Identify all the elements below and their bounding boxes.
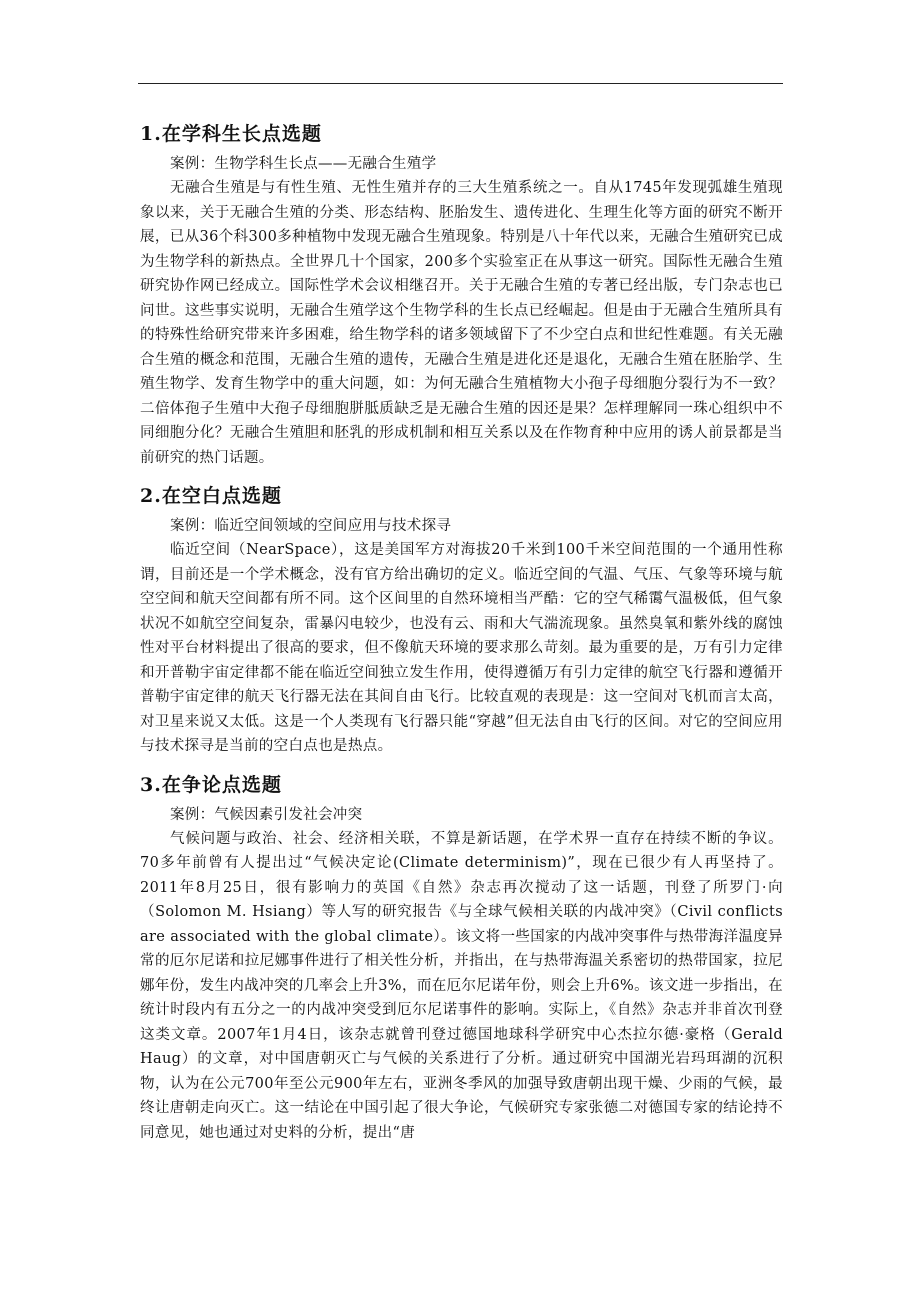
case-title: 案例：临近空间领域的空间应用与技术探寻 (170, 518, 452, 534)
section-paragraph: 临近空间（NearSpace），这是美国军方对海拔20千米到100千米空间范围的一个通用性称谓，目前还是一个学术概念，没有官方给出确切的定义。临近空间的气温、气压、气象等环境与航空空间和航天空间都有所不同。这个区间里的自然环境相当严酷：它的空气稀霭气温极低，但气象状况不如航空空间复杂，雷暴闪电较少，也没有云、雨和大气湍流现象。虽然臭氧和紫外线的腐蚀性对平台材料提出了很高的要求，但不像航天环境的要求那么苛刻。最为重要的是，万有引力定律和开普勒宇宙定律都不能在临近空间独立发生作用，使得遵循万有引力定律的航空飞行器和遵循开普勒宇宙定律的航天飞行器无法在其间自由飞行。比较直观的表现是：这一空间对飞机而言太高，对卫星来说又太低。这是一个人类现有飞行器只能“穿越”但无法自由飞行的区间。对它的空间应用与技术探寻是当前的空白点也是热点。 (140, 542, 783, 754)
case-title: 案例：生物学科生长点——无融合生殖学 (170, 156, 437, 172)
header-rule (138, 83, 783, 84)
section-heading: 3.在争论点选题 (140, 773, 282, 796)
section-paragraph: 气候问题与政治、社会、经济相关联，不算是新话题，在学术界一直存在持续不断的争议。70多年前曾有人提出过“气候决定论(Climate determinism)”，现在已很少有人再坚持了。2011年8月25日，很有影响力的英国《自然》杂志再次搅动了这一话题，刊登了所罗门·向（Solomon M. Hsiang）等人写的研究报告《与全球气候相关联的内战冲突》（Civil conflicts are associated with the global climate）。该文将一些国家的内战冲突事件与热带海洋温度异常的厄尔尼诺和拉尼娜事件进行了相关性分析，并指出，在与热带海温关系密切的热带国家，拉尼娜年份，发生内战冲突的几率会上升3%，而在厄尔尼诺年份，则会上升6%。该文进一步指出，在统计时段内有五分之一的内战冲突受到厄尔尼诺事件的影响。实际上，《自然》杂志并非首次刊登这类文章。2007年1月4日，该杂志就曾刊登过德国地球科学研究中心杰拉尔德·豪格（Gerald Haug）的文章，对中国唐朝灭亡与气候的关系进行了分析。通过研究中国湖光岩玛珥湖的沉积物，认为在公元700年至公元900年左右，亚洲冬季风的加强导致唐朝出现干燥、少雨的气候，最终让唐朝走向灭亡。这一结论在中国引起了很大争论，气候研究专家张德二对德国专家的结论持不同意见，她也通过对史料的分析，提出“唐 (140, 830, 783, 1141)
section-paragraph: 无融合生殖是与有性生殖、无性生殖并存的三大生殖系统之一。自从1745年发现弧雄生殖现象以来，关于无融合生殖的分类、形态结构、胚胎发生、遗传进化、生理生化等方面的研究不断开展，已从36个科300多种植物中发现无融合生殖现象。特别是八十年代以来，无融合生殖研究已成为生物学科的新热点。全世界几十个国家，200多个实验室正在从事这一研究。国际性无融合生殖研究协作网已经成立。国际性学术会议相继召开。关于无融合生殖的专著已经出版，专门杂志也已问世。这些事实说明，无融合生殖学这个生物学科的生长点已经崛起。但是由于无融合生殖所具有的特殊性给研究带来许多困难，给生物学科的诸多领域留下了不少空白点和世纪性难题。有关无融合生殖的概念和范围，无融合生殖的遗传，无融合生殖是进化还是退化，无融合生殖在胚胎学、生殖生物学、发育生物学中的重大问题，如：为何无融合生殖植物大小孢子母细胞分裂行为不一致？二倍体孢子生殖中大孢子母细胞胼胝质缺乏是无融合生殖的因还是果？怎样理解同一珠心组织中不同细胞分化？无融合生殖胆和胚乳的形成机制和相互关系以及在作物育种中应用的诱人前景都是当前研究的热门话题。 (140, 180, 783, 466)
case-title: 案例：气候因素引发社会冲突 (170, 806, 363, 823)
section-heading: 2.在空白点选题 (140, 485, 282, 507)
document-body (140, 120, 783, 1157)
section-heading: 1.在学科生长点选题 (140, 123, 322, 145)
section-growth-point (140, 120, 783, 470)
section-blank-point (140, 482, 783, 759)
section-controversy-point (140, 771, 783, 1146)
